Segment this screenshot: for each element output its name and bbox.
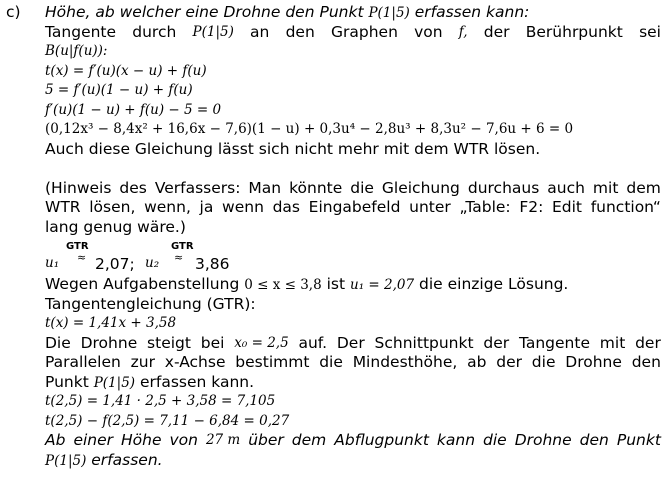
- word: dem: [291, 431, 327, 449]
- intro-line-1: [45, 23, 661, 43]
- word: Tangente: [518, 333, 590, 352]
- gtr-label-2: GTR: [171, 241, 194, 252]
- drone-line-1: [45, 334, 661, 354]
- condition-text: ist: [321, 275, 351, 293]
- word: Berührpunkt: [525, 22, 623, 41]
- heading-point: P(1|5): [368, 5, 410, 21]
- word: Parallelen: [45, 353, 121, 371]
- word: Der: [336, 333, 365, 352]
- word: Drohne: [514, 431, 572, 449]
- word: function“: [590, 198, 661, 216]
- x-axis-word: x-Achse: [164, 353, 226, 371]
- word: des: [119, 178, 147, 197]
- word: wenn,: [144, 198, 191, 216]
- u1-value: 2,07;: [95, 255, 135, 273]
- drone-line-2: [45, 353, 661, 373]
- word: durch: [132, 22, 177, 41]
- word: einer: [73, 431, 114, 449]
- approx-sign-2: ≈: [174, 251, 184, 264]
- word: den: [285, 22, 315, 41]
- word: erfassen.: [86, 450, 163, 469]
- approx-sign-1: ≈: [77, 251, 87, 264]
- word: den: [631, 353, 661, 371]
- word: Punkt: [616, 431, 661, 449]
- answer-line-1: [45, 431, 661, 451]
- word: Drohne: [80, 333, 138, 352]
- word: ja: [199, 198, 214, 216]
- word: die: [350, 178, 374, 197]
- word: auf.: [298, 333, 328, 352]
- word: mit: [599, 333, 626, 352]
- x0-value: x₀ = 2,5: [234, 334, 289, 351]
- word: an: [250, 22, 270, 41]
- word: erfassen kann.: [135, 372, 255, 391]
- word: die: [319, 353, 343, 371]
- function-f: f,: [458, 23, 468, 40]
- equation-tangent-general: t(x) = f′(u)(x − u) + f(u): [45, 62, 207, 79]
- task-label: c): [6, 3, 21, 21]
- heading-text: Höhe, ab welcher eine Drohne den Punkt: [45, 3, 369, 21]
- drone-line-3: [45, 373, 661, 393]
- word: könnte: [289, 178, 343, 197]
- word: die: [483, 431, 507, 449]
- word: Schnittpunkt: [374, 333, 474, 352]
- word: dem: [626, 178, 661, 197]
- word: Man: [248, 178, 282, 197]
- heading: [45, 3, 661, 23]
- word: von: [414, 22, 443, 41]
- word: der: [483, 333, 510, 352]
- equation-expanded: (0,12x³ − 8,4x² + 16,6x − 7,6)(1 − u) + 0,3u⁴ − 2,8u³ + 8,3u² − 7,6u + 6 = 0: [45, 121, 574, 137]
- word: der: [496, 353, 522, 371]
- word: zur: [130, 353, 155, 371]
- u1-symbol: u₁: [45, 255, 60, 271]
- u2-symbol: u₂: [145, 255, 160, 271]
- word: „Table:: [459, 198, 511, 216]
- word: der: [483, 22, 510, 41]
- word: (Hinweis: [45, 178, 112, 197]
- word: den: [579, 431, 609, 449]
- point-p: P(1|5): [93, 374, 136, 391]
- word: WTR: [45, 198, 81, 216]
- word: lösen,: [89, 198, 136, 216]
- word: Drohne: [565, 353, 622, 371]
- u2-value: 3,86: [195, 255, 230, 273]
- word: durchaus: [467, 178, 540, 197]
- word: wenn: [222, 198, 264, 216]
- tangent-heading: Tangentengleichung (GTR):: [45, 294, 256, 313]
- word: Edit: [551, 198, 583, 216]
- equation-substituted: 5 = f′(u)(1 − u) + f(u): [45, 82, 193, 98]
- hint-line-2: [45, 198, 661, 218]
- word: bei: [200, 333, 225, 352]
- condition-line: [45, 275, 661, 295]
- word: über: [248, 431, 284, 449]
- gtr-label-1: GTR: [66, 241, 89, 252]
- word: unter: [409, 198, 451, 216]
- answer-line-2: [45, 451, 661, 471]
- word: Graphen: [330, 22, 398, 41]
- word: das: [272, 198, 300, 216]
- word: Verfassers:: [154, 178, 241, 197]
- word: die: [531, 353, 556, 371]
- spacer: [45, 159, 661, 179]
- solution-body: [45, 3, 661, 470]
- word: Gleichung: [381, 178, 460, 197]
- point-p: P(1|5): [45, 452, 87, 469]
- word: bestimmt: [235, 353, 310, 371]
- calculation-2: t(2,5) − f(2,5) = 7,11 − 6,84 = 0,27: [45, 412, 290, 429]
- word: auch: [547, 178, 585, 197]
- word: der: [635, 333, 661, 352]
- word: Die: [45, 333, 71, 352]
- word: Punkt: [45, 372, 94, 391]
- word: Eingabefeld: [308, 198, 401, 216]
- condition-text: Wegen Aufgabenstellung: [45, 275, 245, 293]
- equation-zero: f′(u)(1 − u) + f(u) − 5 = 0: [45, 101, 222, 118]
- word: steigt: [147, 333, 191, 352]
- word: mit: [592, 178, 619, 197]
- tangent-equation: t(x) = 1,41x + 3,58: [45, 315, 177, 331]
- condition-range: 0 ≤ x ≤ 3,8: [244, 277, 322, 293]
- intro-line-2: B(u|f(u)):: [45, 43, 108, 59]
- hint-line-1: [45, 179, 661, 199]
- word: Tangente: [45, 22, 117, 41]
- gtr-solutions: [45, 237, 661, 275]
- height-value: 27 m: [205, 432, 241, 448]
- condition-solution: u₁ = 2,07: [350, 277, 415, 293]
- word: sei: [639, 22, 661, 41]
- word: Abflugpunkt: [334, 431, 429, 449]
- calculation-1: t(2,5) = 1,41 · 2,5 + 3,58 = 7,105: [45, 393, 276, 409]
- hint-line-3: lang genug wäre.): [45, 217, 186, 236]
- word: Höhe: [121, 431, 162, 449]
- condition-text: die einzige Lösung.: [414, 275, 569, 293]
- word: ab: [467, 353, 487, 371]
- heading-text-end: erfassen kann:: [409, 3, 530, 21]
- word: F2:: [519, 198, 544, 216]
- point-p: P(1|5): [192, 23, 234, 40]
- word: von: [169, 431, 198, 449]
- word: Mindesthöhe,: [352, 353, 458, 371]
- note-wtr: Auch diese Gleichung lässt sich nicht mehr mit dem WTR lösen.: [45, 139, 541, 158]
- word: kann: [436, 431, 476, 449]
- word: Ab: [45, 431, 66, 449]
